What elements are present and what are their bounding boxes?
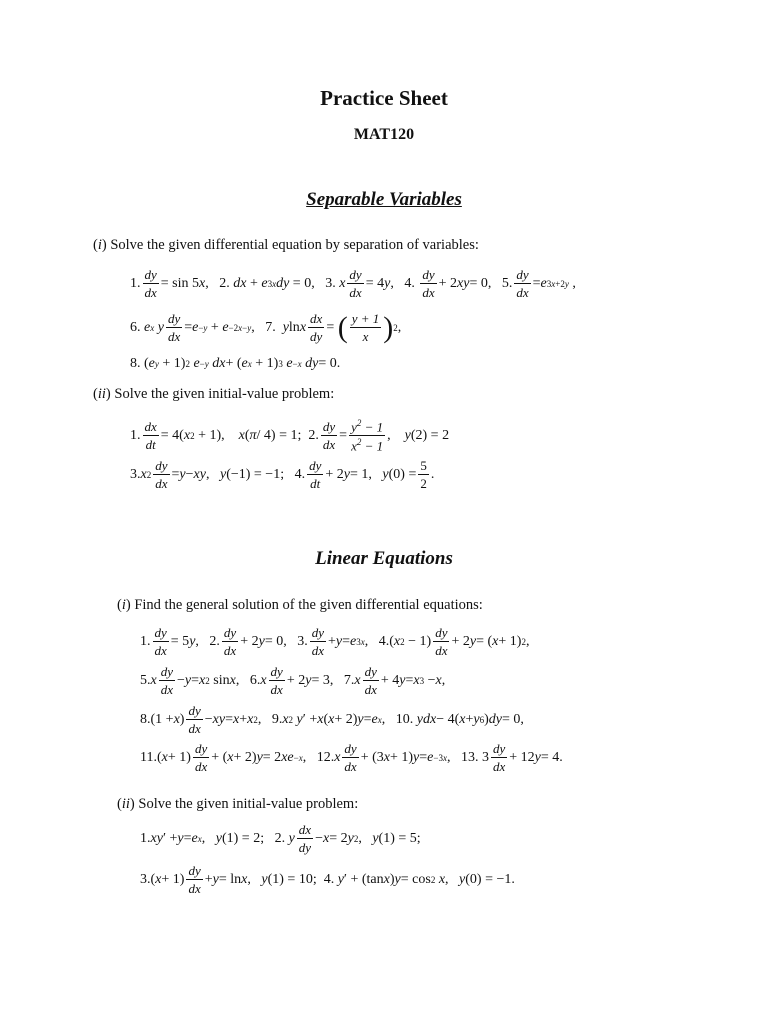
course-code: MAT120 xyxy=(353,126,415,143)
linear-ivp-row-2: 3.( x + 1) dy dx + y = ln x , y (1) = 10; 4. y ′ + (tan x ) y = cos 2 x , y (0) = −1. xyxy=(140,863,515,896)
linear-eq-row-4: 11.( x + 1) dy dx + ( x + 2) y = 2 xe −x , 12. x dy dx + (3 x + 1) y = e −3x , 13. 3 dy dx + 12 y = 4. xyxy=(140,741,563,774)
separable-eq-row-2: 6. e x y dy dx = e −y + e −2x−y , 7. y ln x dx dy = ( y + 1 x ) 2 , xyxy=(130,310,402,344)
separable-eq-row-1: 1. dy dx = sin 5 x , 2. dx + e 3x dy = 0, 3. x dy dx = 4 y , 4. dy dx + 2 xy = 0, 5. dy dx = e 3x+2y , xyxy=(130,267,576,300)
separable-ivp-row-1: 1. dx dt = 4( x 2 + 1), x ( π / 4) = 1; 2. dy dx = $y^2 - 1$ $x^2 - 1$ , y (2) = 2 xyxy=(130,418,450,454)
linear-eq-row-1: 1. dy dx = 5 y , 2. dy dx + 2 y = 0, 3. dy dx + y = e 3x , 4.( x 2 − 1) dy dx + 2 y = ( x + 1) 2 , xyxy=(140,625,530,658)
separable-part-ii-instruction: (ii) Solve the given initial-value problem: xyxy=(93,386,335,402)
linear-eq-row-2: 5. x dy dx − y = x 2 sin x , 6. x dy dx + 2 y = 3, 7. x dy dx + 4 y = x 3 − x , xyxy=(140,664,446,697)
section-heading-linear: Linear Equations xyxy=(315,548,453,569)
linear-part-i-instruction: (i) Find the general solution of the given differential equations: xyxy=(117,597,483,613)
separable-eq-row-3: 8. ( e y + 1) 2 e −y dx + ( e x + 1) 3 e −x dy = 0. xyxy=(130,356,341,371)
linear-ivp-row-1: 1. xy ′ + y = e x , y (1) = 2; 2. y dx dy − x = 2 y 2 , y (1) = 5; xyxy=(140,822,421,855)
linear-eq-row-3: 8.(1 + x ) dy dx − xy = x + x 2 , 9. x 2 y ′ + x ( x + 2) y = e x , 10. ydx − 4( x + y 6 ) dy = 0, xyxy=(140,703,524,736)
page-title: Practice Sheet xyxy=(320,86,448,110)
section-heading-separable: Separable Variables xyxy=(306,189,462,210)
separable-ivp-row-2: 3. x 2 dy dx = y − xy , y (−1) = −1; 4. dy dt + 2 y = 1, y (0) = 5 2 . xyxy=(130,458,435,491)
linear-part-ii-instruction: (ii) Solve the given initial-value problem: xyxy=(117,796,359,812)
separable-part-i-instruction: (i) Solve the given differential equation by separation of variables: xyxy=(93,237,479,253)
